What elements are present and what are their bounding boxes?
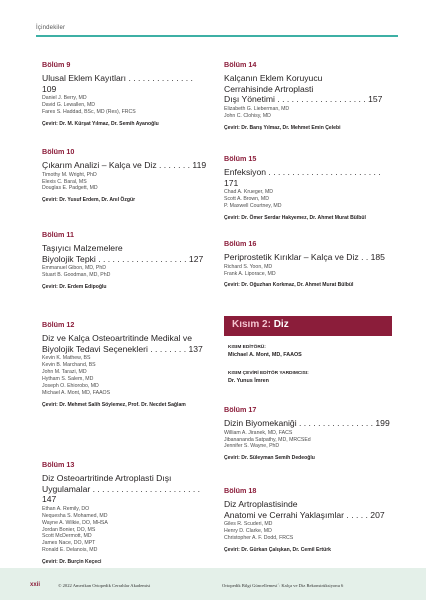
translator-credit: Çeviri: Dr. Oğuzhan Korkmaz, Dr. Ahmet Murat Bülbül [224, 282, 354, 289]
author: Jennifer S. Wayne, PhD [224, 443, 280, 450]
chapter-title-line: Ulusal Eklem Kayıtları . . . . . . . . . . . . . . 109 [42, 73, 193, 94]
translator-credit: Çeviri: Dr. Süleyman Semih Dedeoğlu [224, 455, 315, 462]
author-list [42, 172, 208, 193]
chapter-title-line: Dizin Biyomekaniği . . . . . . . . . . . . . . . . 199 [224, 418, 390, 428]
author: Richard S. Yoon, MD [224, 263, 273, 270]
chapter-number: Bölüm 11 [42, 230, 74, 239]
chapter-title-line: Anatomi ve Cerrahi Yaklaşımlar . . . . . 207 [224, 509, 385, 520]
chapter-title[interactable] [42, 73, 208, 94]
page-header [0, 0, 426, 38]
author: David G. Lewallen, MD [42, 102, 96, 109]
chapter-10 [42, 147, 208, 204]
chapter-number: Bölüm 18 [224, 486, 257, 495]
chapter-9 [42, 60, 208, 128]
chapter-number: Bölüm 12 [42, 320, 75, 329]
author: Fares S. Haddad, BSc, MD (Res), FRCS [42, 109, 136, 115]
author-list [224, 106, 392, 120]
author: Henry D. Clarke, MD [224, 528, 272, 535]
chapter-title-line: Periprostetik Kırıklar – Kalça ve Diz . . 185 [224, 252, 385, 262]
chapter-title-line: Biyolojik Tedavi Seçenekleri . . . . . . . . 137 [42, 343, 203, 354]
chapter-title[interactable] [224, 499, 392, 520]
chapter-title[interactable] [224, 167, 392, 188]
translator-credit: Çeviri: Dr. Ömer Serdar Hakyemez, Dr. Ahmet Murat Bülbül [224, 214, 366, 221]
author: Giles R. Scuderi, MD [224, 521, 273, 528]
author: Jordan Bonier, DO, MS [42, 526, 96, 533]
author: Kevin K. Mathew, BS [42, 355, 91, 362]
part-banner [224, 316, 392, 336]
chapter-title-line: Çıkarım Analizi – Kalça ve Diz . . . . . . . 119 [42, 160, 207, 170]
author-list [224, 430, 392, 451]
author: Jibanananda Satpathy, MD, MRCSEd [224, 436, 311, 443]
chapter-title-line: Kalçanın Eklem Koruyucu [224, 73, 323, 83]
author: Douglas E. Padgett, MD [42, 185, 98, 192]
author: William A. Jiranek, MD, FACS [224, 429, 293, 436]
part-label: Kısım 2: [232, 319, 271, 330]
author: Elizabeth G. Lieberman, MD [224, 105, 290, 112]
book-title: Ortopedik Bilgi Güncellemesi´: Kalça ve Diz Rekonstrüksiyonu 6 [222, 583, 344, 588]
chapter-title-line: Enfeksiyon . . . . . . . . . . . . . . . . . . . . . . . . 171 [224, 167, 381, 188]
author: Wayne A. Wilkie, DO, MHSA [42, 519, 108, 526]
author-list [42, 506, 208, 554]
author: Scott McDermott, MD [42, 533, 92, 540]
author: Nequesha S. Mohamed, MD [42, 512, 108, 519]
part-editor-name: Michael A. Mont, MD, FAAOS [228, 352, 302, 358]
copyright-notice: © 2022 Amerikan Ortopedik Cerrahlar Akademisi [58, 583, 151, 588]
author-list [224, 521, 392, 542]
part-heading [232, 319, 289, 330]
chapter-title[interactable] [42, 243, 208, 264]
chapter-number: Bölüm 10 [42, 147, 75, 156]
chapter-title[interactable] [42, 333, 208, 354]
author-list [42, 95, 208, 116]
header-rule [36, 35, 398, 37]
chapter-title[interactable] [42, 160, 208, 171]
chapter-title[interactable] [42, 473, 208, 505]
chapter-17 [224, 405, 392, 462]
author: Daniel J. Berry, MD [42, 95, 87, 102]
chapter-number: Bölüm 13 [42, 460, 75, 469]
chapter-number: Bölüm 17 [224, 405, 257, 414]
author-list [224, 264, 392, 278]
translator-credit: Çeviri: Dr. M. Kürşat Yılmaz, Dr. Semih Ayanoğlu [42, 120, 159, 127]
part-title: Diz [273, 319, 289, 330]
author: Scott A. Brown, MD [224, 196, 269, 203]
chapter-number: Bölüm 9 [42, 60, 71, 69]
author-list [42, 355, 208, 396]
chapter-title-line: Cerrahisinde Artroplasti [224, 83, 314, 94]
translator-credit: Çeviri: Dr. Gürkan Çalışkan, Dr. Cemil Ertürk [224, 546, 332, 553]
part-editor-label: KISIM EDİTÖRÜ: [228, 345, 266, 350]
chapter-title[interactable] [224, 73, 392, 105]
chapter-title-line: Diz ve Kalça Osteoartritinde Medikal ve [42, 333, 192, 343]
chapter-title-line: Biyolojik Tepki . . . . . . . . . . . . . . . . . . . 127 [42, 253, 204, 264]
chapter-title-line: Taşıyıcı Malzemelere [42, 243, 123, 253]
author: Timothy M. Wright, PhD [42, 171, 97, 178]
chapter-14 [224, 60, 392, 132]
translator-credit: Çeviri: Dr. Barış Yılmaz, Dr. Mehmet Emin Çelebi [224, 124, 341, 131]
chapter-title-line: Dışı Yönetimi . . . . . . . . . . . . . . . . . . . 157 [224, 94, 383, 105]
author: Chad A. Krueger, MD [224, 189, 274, 196]
author: Michael A. Mont, MD, FAAOS [42, 389, 111, 396]
translator-credit: Çeviri: Dr. Yusuf Erdem, Dr. Anıl Özgür [42, 197, 136, 204]
author: John C. Clohisy, MD [224, 112, 271, 119]
author: James Nace, DO, MPT [42, 540, 96, 547]
chapter-number: Bölüm 14 [224, 60, 257, 69]
author: Emmanuel Gibon, MD, PhD [42, 265, 107, 272]
page-footer [0, 568, 426, 600]
page-number: xxii [30, 582, 41, 588]
translation-editor-label: KISIM ÇEVİRİ EDİTÖR YARDIMCISI: [228, 371, 309, 376]
translator-credit: Çeviri: Dr. Erdem Edipoğlu [42, 284, 107, 290]
author: Joseph O. Ehiorobo, MD [42, 382, 99, 389]
chapter-13 [42, 460, 208, 566]
translation-editor-name: Dr. Yunus İmren [228, 378, 269, 384]
translator-credit: Çeviri: Dr. Mehmet Salih Söylemez, Prof. Dr. Necdet Sağlam [42, 401, 186, 408]
chapter-number: Bölüm 15 [224, 154, 257, 163]
chapter-number: Bölüm 16 [224, 239, 257, 248]
chapter-16 [224, 239, 392, 289]
part-editor [228, 344, 392, 359]
header-title: İçindekiler [36, 25, 66, 31]
chapter-12 [42, 320, 208, 409]
chapter-15 [224, 154, 392, 222]
chapter-title-line: Diz Osteoartritinde Artroplasti Dışı [42, 473, 172, 483]
chapter-title-line: Diz Artroplastisinde [224, 499, 298, 509]
author: Ronald E. Delanois, MD [42, 547, 98, 554]
part-translation-editor [228, 370, 392, 385]
chapter-title-line: Uygulamalar . . . . . . . . . . . . . . . . . . . . . . . 147 [42, 483, 201, 505]
author: Frank A. Liporace, MD [224, 270, 276, 277]
author: John M. Tarazi, MD [42, 369, 87, 375]
author: Elexis C. Baral, MS [42, 178, 87, 185]
chapter-11 [42, 230, 208, 291]
chapter-title[interactable] [224, 252, 392, 263]
author-list [42, 265, 208, 279]
author: Christopher A. F. Dodd, FRCS [224, 535, 294, 541]
author: P. Maxwell Courtney, MD [224, 203, 282, 209]
author: Stuart B. Goodman, MD, PhD [42, 272, 111, 279]
chapter-18 [224, 486, 392, 554]
author: Kevin B. Marchand, BS [42, 362, 96, 369]
author: Hytham S. Salem, MD [42, 375, 94, 382]
chapter-title[interactable] [224, 418, 392, 429]
translator-credit: Çeviri: Dr. Burçin Keçeci [42, 559, 102, 566]
author-list [224, 189, 392, 210]
author: Ethan A. Remily, DO [42, 505, 90, 512]
